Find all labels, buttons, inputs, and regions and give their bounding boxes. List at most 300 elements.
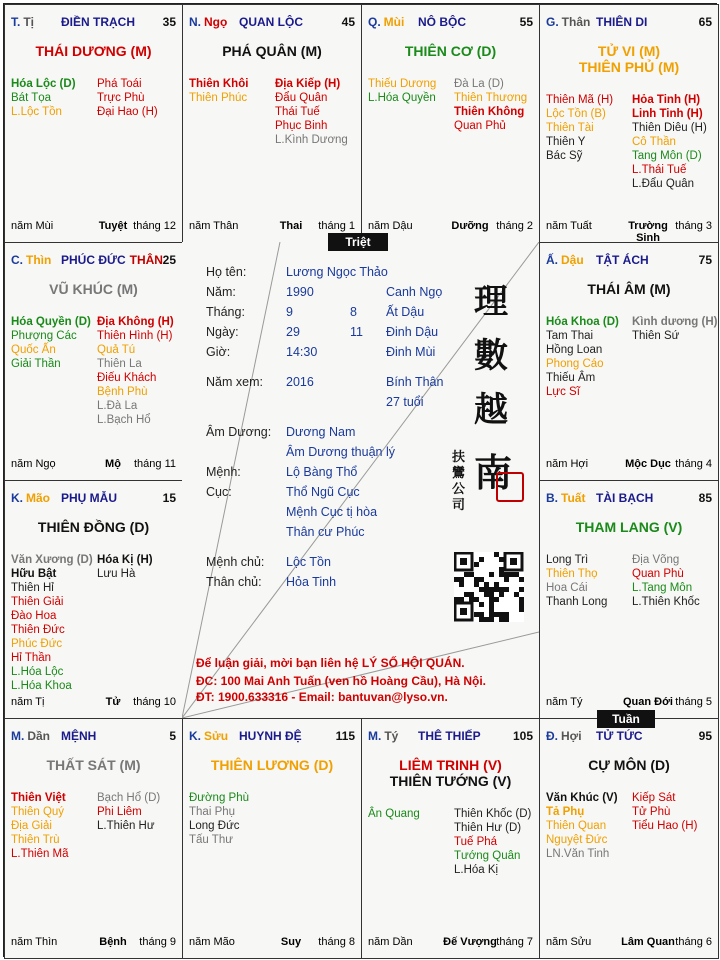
minor-star: Cô Thần xyxy=(632,136,676,148)
palace-can: B. xyxy=(546,491,558,505)
minor-stars-right xyxy=(97,553,153,581)
info-namxem-can: Bính Thân xyxy=(386,375,444,389)
minor-star: Thiên Quan xyxy=(546,820,607,832)
minor-stars-right xyxy=(632,93,707,191)
palace-can: K. xyxy=(189,729,201,743)
palace-name: QUAN LỘC xyxy=(239,15,303,29)
palace-header xyxy=(11,15,176,31)
info-ho-ten: Lương Ngọc Thảo xyxy=(286,265,388,279)
palace-footer xyxy=(368,220,533,234)
minor-star: Thiên Mã (H) xyxy=(546,94,614,106)
palace-chi: Tý xyxy=(384,729,399,743)
minor-star: Thiên Thương xyxy=(454,92,528,104)
minor-star: L.Tang Môn xyxy=(632,582,693,594)
minor-star: L.Thiên Khốc xyxy=(632,596,700,608)
palace-can: C. xyxy=(11,253,23,267)
main-star: THIÊN TƯỚNG (V) xyxy=(389,773,512,789)
info-namxem: 2016 xyxy=(286,375,314,389)
info-ho-ten-label: Họ tên: xyxy=(206,265,247,279)
info-cuc2: Mệnh Cục tị hòa xyxy=(286,505,378,519)
palace-name: HUYNH ĐỆ xyxy=(239,729,302,743)
palace-number: 115 xyxy=(335,729,355,743)
month-label: tháng 6 xyxy=(675,936,712,948)
info-menh: Lộ Bàng Thổ xyxy=(286,465,358,479)
minor-star: Hoa Cái xyxy=(546,582,588,594)
minor-star: Thiên Quý xyxy=(11,806,65,818)
info-ngay-can: Đinh Dậu xyxy=(386,325,439,339)
minor-star: Hỏa Tinh (H) xyxy=(632,94,701,106)
main-star: THIÊN ĐỒNG (D) xyxy=(37,519,150,535)
minor-star: L.Đà La xyxy=(97,400,138,412)
palace-cell-dan[interactable] xyxy=(4,718,183,959)
month-label: tháng 10 xyxy=(133,696,176,708)
palace-number: 35 xyxy=(162,15,176,29)
info-thang-can: Ất Dậu xyxy=(386,305,425,319)
palace-footer xyxy=(546,696,712,710)
palace-chi: Dậu xyxy=(561,253,584,267)
minor-star: Tang Môn (D) xyxy=(632,150,702,162)
minor-stars-right xyxy=(454,77,527,133)
minor-star: Thiên Không xyxy=(454,106,525,118)
minor-stars-right xyxy=(97,791,160,833)
minor-star: Thiếu Dương xyxy=(368,78,437,90)
main-star: THAM LANG (V) xyxy=(575,519,683,535)
info-tuoi: 27 tuổi xyxy=(386,395,424,409)
minor-star: Bác Sỹ xyxy=(546,150,583,162)
main-star: THÁI ÂM (M) xyxy=(587,281,671,297)
minor-star: Thiên Khốc (D) xyxy=(454,808,532,820)
palace-chi: Mão xyxy=(26,491,50,505)
minor-star: Thiên Thọ xyxy=(546,568,598,580)
minor-stars-left xyxy=(546,791,618,861)
main-stars xyxy=(362,43,539,59)
minor-star: Hóa Quyền (D) xyxy=(11,316,91,328)
month-label: tháng 3 xyxy=(675,220,712,232)
minor-star: Ân Quang xyxy=(368,808,420,820)
main-star: THÁI DƯƠNG (M) xyxy=(35,43,152,59)
life-stage: Tuyệt xyxy=(98,220,128,232)
minor-star: L.Đẩu Quân xyxy=(632,178,695,190)
minor-star: Lưu Hà xyxy=(97,568,136,580)
minor-star: Hữu Bật xyxy=(11,568,57,580)
minor-star: Quả Tú xyxy=(97,344,136,356)
palace-cell-ty[interactable] xyxy=(361,718,540,959)
minor-star: Quan Phù xyxy=(632,568,684,580)
palace-number: 75 xyxy=(698,253,712,267)
palace-can: Ấ. xyxy=(546,253,558,267)
minor-star: Thiên Sứ xyxy=(632,330,680,342)
palace-header xyxy=(368,15,533,31)
main-stars xyxy=(5,43,182,59)
palace-chi: Sửu xyxy=(204,729,229,743)
minor-star: Bạch Hổ (D) xyxy=(97,792,161,804)
life-stage: Mộc Dục xyxy=(625,458,671,470)
palace-footer xyxy=(189,936,355,950)
info-nam-label: Năm: xyxy=(206,285,236,299)
minor-star: L.Hóa Lộc xyxy=(11,666,64,678)
palace-name: NÔ BỘC xyxy=(418,15,466,29)
info-thang: 9 xyxy=(286,305,293,319)
minor-star: Tấu Thư xyxy=(189,834,233,846)
minor-star: Phi Liêm xyxy=(97,806,142,818)
minor-star: Hóa Kị (H) xyxy=(97,554,153,566)
info-amduong-label: Âm Dương: xyxy=(206,425,272,439)
main-star: LIÊM TRINH (V) xyxy=(399,757,502,773)
minor-star: Bát Tọa xyxy=(11,92,52,104)
palace-name: MỆNH xyxy=(61,729,97,743)
palace-can: M. xyxy=(368,729,382,743)
info-ngay: 29 xyxy=(286,325,300,339)
palace-cell-than[interactable] xyxy=(539,4,719,243)
minor-stars-left xyxy=(11,553,93,693)
minor-stars-right xyxy=(454,807,531,877)
main-stars xyxy=(540,757,718,773)
minor-stars-left xyxy=(368,77,436,105)
info-gio-label: Giờ: xyxy=(206,345,231,359)
minor-stars-right xyxy=(97,77,158,119)
info-menhchu-label: Mệnh chủ: xyxy=(206,555,265,569)
minor-star: Địa Không (H) xyxy=(97,316,174,328)
minor-star: Tướng Quân xyxy=(454,850,521,862)
minor-star: L.Kình Dương xyxy=(275,134,348,146)
minor-stars-right xyxy=(632,791,697,833)
info-thang-label: Tháng: xyxy=(206,305,245,319)
month-label: tháng 9 xyxy=(139,936,176,948)
minor-star: Thiên Diêu (H) xyxy=(632,122,707,134)
minor-star: L.Thiên Hư xyxy=(97,820,155,832)
year-label: năm Tý xyxy=(546,696,583,708)
minor-star: Lực Sĩ xyxy=(546,386,580,398)
minor-star: Thiên Việt xyxy=(11,792,66,804)
minor-star: Đà La (D) xyxy=(454,78,504,90)
contact-line2: ĐC: 100 Mai Anh Tuấn (ven hồ Hoàng Cầu), Hà Nội. xyxy=(196,674,487,688)
info-menh-label: Mệnh: xyxy=(206,465,241,479)
minor-star: Tả Phụ xyxy=(546,806,585,818)
minor-star: Quan Phủ xyxy=(454,120,506,132)
palace-footer xyxy=(11,458,176,472)
minor-star: Thiên Hư (D) xyxy=(454,822,522,834)
palace-number: 15 xyxy=(162,491,176,505)
minor-stars-right xyxy=(97,315,174,427)
palace-chi: Hợi xyxy=(561,729,582,743)
palace-can: Đ. xyxy=(546,729,558,743)
minor-stars-left xyxy=(546,553,607,609)
minor-star: Phượng Các xyxy=(11,330,77,342)
minor-star: Quốc Ấn xyxy=(11,344,56,356)
info-thanchu-label: Thân chủ: xyxy=(206,575,262,589)
life-stage: Dưỡng xyxy=(451,220,489,232)
info-nam-can: Canh Ngọ xyxy=(386,285,443,299)
seal-char: 南 xyxy=(474,450,513,495)
minor-star: Thiên Y xyxy=(546,136,586,148)
triet-banner: Triệt xyxy=(328,233,388,251)
than-marker: THÂN xyxy=(129,253,163,267)
palace-footer xyxy=(189,220,355,234)
life-stage: Bệnh xyxy=(99,936,127,948)
minor-stars-left xyxy=(368,807,420,821)
palace-header xyxy=(546,253,712,269)
year-label: năm Tuất xyxy=(546,220,592,232)
year-label: năm Dậu xyxy=(368,220,413,232)
minor-star: Hóa Khoa (D) xyxy=(546,316,619,328)
minor-star: Thiên Khôi xyxy=(189,78,249,90)
year-label: năm Thân xyxy=(189,220,239,232)
minor-star: Phá Toái xyxy=(97,78,142,90)
main-star: VŨ KHÚC (M) xyxy=(49,281,138,297)
palace-can: T. xyxy=(11,15,21,29)
minor-star: Hồng Loan xyxy=(546,344,603,356)
main-stars xyxy=(5,519,182,535)
minor-stars-right xyxy=(632,315,717,343)
info-ngay-label: Ngày: xyxy=(206,325,239,339)
month-label: tháng 8 xyxy=(318,936,355,948)
seal-char: 理 xyxy=(474,282,508,322)
main-stars xyxy=(540,43,718,75)
minor-star: L.Hóa Kị xyxy=(454,864,499,876)
palace-cell-hoi[interactable] xyxy=(539,718,719,959)
year-label: năm Hợi xyxy=(546,458,589,470)
info-thanchu: Hỏa Tinh xyxy=(286,575,337,589)
palace-footer xyxy=(368,936,533,950)
info-amduong2: Âm Dương thuận lý xyxy=(286,445,395,459)
main-stars xyxy=(362,757,539,789)
minor-star: Phúc Đức xyxy=(11,638,63,650)
main-stars xyxy=(5,757,182,773)
palace-chi: Thìn xyxy=(26,253,52,267)
main-stars xyxy=(540,281,718,297)
palace-number: 65 xyxy=(698,15,712,29)
palace-cell-mao[interactable] xyxy=(4,480,183,719)
palace-name: PHÚC ĐỨC THÂN xyxy=(61,253,163,267)
life-stage: Đế Vượng xyxy=(443,936,497,948)
palace-number: 25 xyxy=(162,253,176,267)
palace-cell-mui[interactable] xyxy=(361,4,540,243)
minor-star: Điếu Khách xyxy=(97,372,157,384)
palace-cell-thin[interactable] xyxy=(4,242,183,481)
minor-star: L.Thái Tuế xyxy=(632,164,687,176)
palace-name: TẬT ÁCH xyxy=(596,253,649,267)
palace-footer xyxy=(11,220,176,234)
palace-number: 55 xyxy=(519,15,533,29)
palace-footer xyxy=(11,936,176,950)
life-stage: Suy xyxy=(280,936,302,948)
minor-star: Đường Phù xyxy=(189,792,249,804)
qr-code-icon[interactable] xyxy=(454,552,524,622)
minor-star: LN.Văn Tinh xyxy=(546,848,610,860)
minor-star: Tử Phù xyxy=(632,806,671,818)
minor-star: L.Bạch Hổ xyxy=(97,414,151,426)
month-label: tháng 4 xyxy=(675,458,712,470)
year-label: năm Mão xyxy=(189,936,235,948)
year-label: năm Thìn xyxy=(11,936,58,948)
palace-footer xyxy=(11,696,176,710)
minor-star: Nguyệt Đức xyxy=(546,834,608,846)
palace-can: N. xyxy=(189,15,201,29)
info-amduong: Dương Nam xyxy=(286,425,356,439)
minor-star: Lộc Tồn (B) xyxy=(546,108,606,120)
minor-star: Địa Kiếp (H) xyxy=(275,78,341,90)
main-star: CỰ MÔN (D) xyxy=(588,757,670,773)
minor-star: Trực Phù xyxy=(97,92,145,104)
palace-can: G. xyxy=(546,15,559,29)
info-menhchu: Lộc Tồn xyxy=(286,555,331,569)
palace-number: 105 xyxy=(512,729,533,743)
minor-star: Tam Thai xyxy=(546,330,594,342)
main-stars xyxy=(540,519,718,535)
palace-cell-tuat[interactable] xyxy=(539,480,719,719)
palace-header xyxy=(546,729,712,745)
info-cuc3: Thân cư Phúc xyxy=(286,525,365,539)
minor-star: Thái Tuế xyxy=(275,106,320,118)
minor-star: L.Hóa Quyền xyxy=(368,92,436,104)
minor-star: L.Lộc Tồn xyxy=(11,106,62,118)
seal-side-text: 扶鸞公司 xyxy=(452,450,466,513)
minor-star: Kiếp Sát xyxy=(632,792,676,804)
life-stage: Mộ xyxy=(105,458,121,470)
year-label: năm Sửu xyxy=(546,936,592,948)
minor-stars-right xyxy=(275,77,348,147)
palace-chi: Thân xyxy=(561,15,591,29)
minor-star: Hóa Lộc (D) xyxy=(11,78,76,90)
palace-chi: Mùi xyxy=(383,15,405,29)
palace-header xyxy=(11,729,176,745)
palace-cell-dau[interactable] xyxy=(539,242,719,481)
minor-star: Phục Binh xyxy=(275,120,328,132)
minor-star: Đại Hao (H) xyxy=(97,106,158,118)
seal-char: 越 xyxy=(474,390,508,430)
center-panel xyxy=(182,242,539,718)
minor-stars-left xyxy=(11,77,76,119)
palace-header xyxy=(546,15,712,31)
main-star: THIÊN LƯƠNG (D) xyxy=(210,757,334,773)
month-label: tháng 12 xyxy=(133,220,176,232)
minor-stars-right xyxy=(632,553,700,609)
palace-number: 45 xyxy=(341,15,355,29)
minor-star: Phong Cáo xyxy=(546,358,604,370)
tuan-banner: Tuần xyxy=(597,710,655,728)
minor-star: Thiên Trù xyxy=(11,834,60,846)
month-label: tháng 11 xyxy=(133,458,176,470)
palace-cell-suu[interactable] xyxy=(182,718,362,959)
palace-header xyxy=(546,491,712,507)
palace-cell-ngo[interactable] xyxy=(182,4,362,243)
contact-line1: Để luận giải, mời bạn liên hệ LÝ SỐ HỘI QUÁN. xyxy=(196,656,465,670)
main-star: PHÁ QUÂN (M) xyxy=(222,43,322,59)
tuvi-chart xyxy=(3,3,717,957)
main-stars xyxy=(183,43,361,59)
minor-star: Thiên La xyxy=(97,358,142,370)
palace-name: TỬ TỨC xyxy=(596,729,643,743)
palace-chi: Ngọ xyxy=(204,15,228,29)
minor-star: Kình dương (H) xyxy=(632,316,718,328)
info-gio-can: Đinh Mùi xyxy=(386,345,436,359)
main-star: THẤT SÁT (M) xyxy=(46,757,141,773)
minor-stars-left xyxy=(11,315,91,371)
info-ngay-am: 11 xyxy=(350,325,363,339)
life-stage: Trường Sinh xyxy=(628,220,668,243)
palace-cell-ti[interactable] xyxy=(4,4,183,243)
minor-star: Long Trì xyxy=(546,554,589,566)
life-stage: Lâm Quan xyxy=(621,936,675,948)
minor-stars-left xyxy=(189,77,248,105)
palace-number: 85 xyxy=(698,491,712,505)
palace-chi: Tuất xyxy=(561,491,586,505)
minor-star: Đẩu Quân xyxy=(275,92,328,104)
month-label: tháng 5 xyxy=(675,696,712,708)
minor-star: Giải Thần xyxy=(11,358,61,370)
palace-header xyxy=(11,253,176,269)
month-label: tháng 1 xyxy=(318,220,355,232)
minor-star: Thiên Phúc xyxy=(189,92,248,104)
palace-name: THIÊN DI xyxy=(596,15,648,29)
year-label: năm Dần xyxy=(368,936,413,948)
minor-star: Thanh Long xyxy=(546,596,608,608)
life-stage: Thai xyxy=(279,220,303,232)
info-nam: 1990 xyxy=(286,285,314,299)
palace-header xyxy=(368,729,533,745)
palace-header xyxy=(189,15,355,31)
main-stars xyxy=(183,757,361,773)
year-label: năm Ngọ xyxy=(11,458,56,470)
main-star: THIÊN CƠ (D) xyxy=(404,43,497,59)
seal-char: 數 xyxy=(474,336,508,376)
month-label: tháng 2 xyxy=(496,220,533,232)
main-star: TỬ VI (M) xyxy=(597,43,661,59)
minor-star: Tuế Phá xyxy=(454,836,498,848)
minor-star: Thai Phụ xyxy=(189,806,236,818)
info-cuc: Thổ Ngũ Cục xyxy=(286,485,360,499)
palace-header xyxy=(189,729,355,745)
contact-line3: ĐT: 1900.633316 - Email: bantuvan@lyso.vn. xyxy=(196,690,448,704)
palace-header xyxy=(11,491,176,507)
palace-footer xyxy=(546,936,712,950)
minor-star: Thiên Giải xyxy=(11,596,64,608)
main-star: THIÊN PHỦ (M) xyxy=(578,59,680,75)
minor-star: Thiên Hình (H) xyxy=(97,330,173,342)
palace-number: 95 xyxy=(698,729,712,743)
info-gio: 14:30 xyxy=(286,345,318,359)
minor-stars-left xyxy=(189,791,249,847)
minor-star: Địa Võng xyxy=(632,554,680,566)
palace-name: THÊ THIẾP xyxy=(418,729,481,743)
palace-can: K. xyxy=(11,491,23,505)
minor-star: Văn Khúc (V) xyxy=(546,792,618,804)
palace-can: M. xyxy=(11,729,25,743)
info-namxem-label: Năm xem: xyxy=(206,375,263,389)
palace-chi: Dần xyxy=(27,729,51,743)
month-label: tháng 7 xyxy=(496,936,533,948)
minor-star: Thiếu Âm xyxy=(546,372,596,384)
minor-star: Đào Hoa xyxy=(11,610,57,622)
red-stamp xyxy=(496,472,524,502)
minor-star: Long Đức xyxy=(189,820,240,832)
minor-star: Thiên Tài xyxy=(546,122,594,134)
year-label: năm Tị xyxy=(11,696,45,708)
palace-footer xyxy=(546,458,712,472)
minor-star: Tiểu Hao (H) xyxy=(632,820,698,832)
minor-star: Thiên Hỉ xyxy=(11,582,54,594)
minor-star: Văn Xương (D) xyxy=(11,554,93,566)
palace-name: TÀI BẠCH xyxy=(596,491,654,505)
info-cuc-label: Cục: xyxy=(206,485,232,499)
main-stars xyxy=(5,281,182,297)
palace-number: 5 xyxy=(169,729,176,743)
palace-name: PHỤ MẪU xyxy=(61,491,117,505)
palace-chi: Tị xyxy=(23,15,35,29)
minor-stars-left xyxy=(546,315,619,399)
palace-name: ĐIỀN TRẠCH xyxy=(61,15,135,29)
minor-star: Linh Tinh (H) xyxy=(632,108,703,120)
